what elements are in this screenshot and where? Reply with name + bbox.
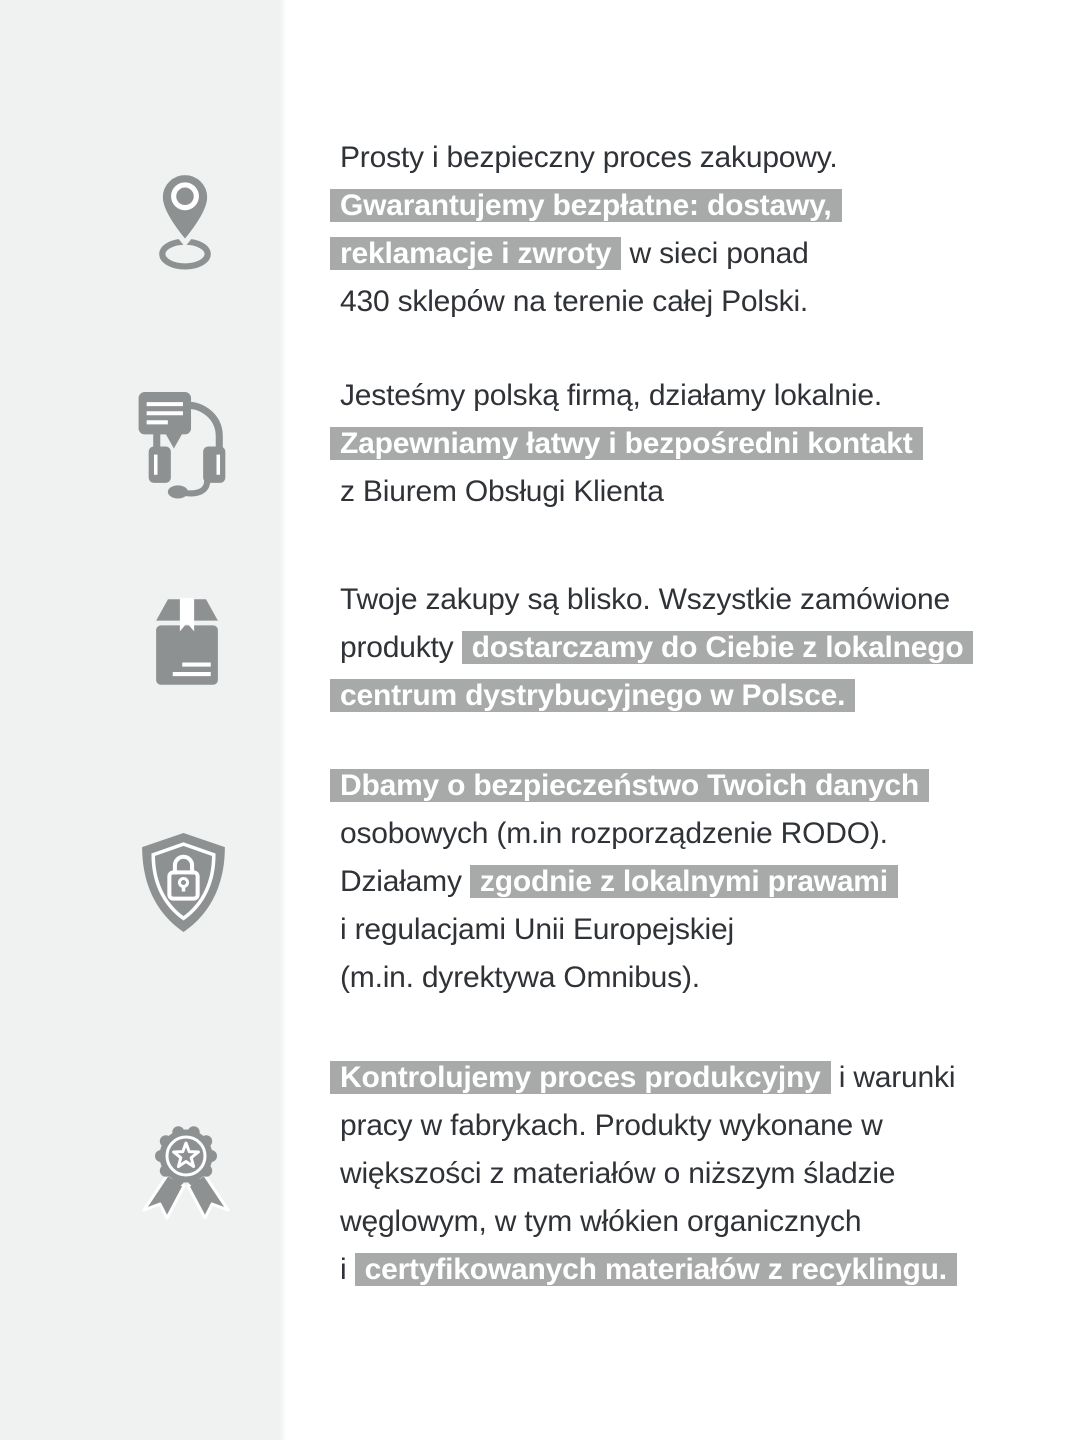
highlight-segment: Dbamy o bezpieczeństwo Twoich danych [330, 769, 929, 802]
text-line [330, 858, 929, 906]
text-line [330, 1102, 957, 1150]
location-pin-icon [152, 168, 218, 272]
text-line [330, 576, 973, 624]
shield-lock-icon [133, 830, 234, 936]
text-line [330, 182, 842, 230]
text-segment: i [340, 1253, 355, 1286]
highlight-segment: reklamacje i zwroty [330, 237, 621, 270]
text-segment: i warunki [830, 1061, 956, 1094]
text-segment: Prosty i bezpieczny proces zakupowy. [340, 141, 838, 174]
package-box-icon [149, 594, 225, 690]
benefit-block-contact [330, 372, 923, 516]
text-segment: w sieci ponad [621, 237, 809, 270]
text-line [330, 372, 923, 420]
text-line [330, 1198, 957, 1246]
highlight-segment: Gwarantujemy bezpłatne: dostawy, [330, 189, 842, 222]
sidebar-edge [280, 0, 286, 1440]
text-segment: Twoje zakupy są blisko. Wszystkie zamówione [340, 583, 950, 616]
text-line [330, 278, 842, 326]
text-line [330, 1246, 957, 1294]
benefit-block-data-safety [330, 762, 929, 1002]
highlight-segment: dostarczamy do Ciebie z lokalnego [462, 631, 974, 664]
text-line [330, 762, 929, 810]
text-line [330, 420, 923, 468]
text-segment: produkty [340, 631, 462, 664]
text-segment: pracy w fabrykach. Produkty wykonane w [340, 1109, 883, 1142]
text-line [330, 468, 923, 516]
text-segment: 430 sklepów na terenie całej Polski. [340, 285, 809, 318]
highlight-segment: certyfikowanych materiałów z recyklingu. [355, 1253, 957, 1286]
text-segment: i regulacjami Unii Europejskiej [340, 913, 734, 946]
highlight-segment: zgodnie z lokalnymi prawami [470, 865, 898, 898]
text-segment: z Biurem Obsługi Klienta [340, 475, 664, 508]
text-segment: osobowych (m.in rozporządzenie RODO). [340, 817, 888, 850]
text-line [330, 230, 842, 278]
text-segment: węglowym, w tym włókien organicznych [340, 1205, 862, 1238]
highlight-segment: Kontrolujemy proces produkcyjny [330, 1061, 831, 1094]
text-line [330, 134, 842, 182]
text-line [330, 954, 929, 1002]
text-line [330, 1054, 957, 1102]
benefit-block-production [330, 1054, 957, 1294]
text-line [330, 1150, 957, 1198]
text-line [330, 810, 929, 858]
text-line [330, 624, 973, 672]
text-segment: (m.in. dyrektywa Omnibus). [340, 961, 700, 994]
text-line [330, 906, 929, 954]
text-segment: Jesteśmy polską firmą, działamy lokalnie. [340, 379, 882, 412]
award-badge-icon [134, 1116, 238, 1230]
text-line [330, 672, 973, 720]
benefit-block-shopping [330, 134, 842, 326]
text-segment: większości z materiałów o niższym śladzie [340, 1157, 896, 1190]
benefit-block-delivery [330, 576, 973, 720]
highlight-segment: centrum dystrybucyjnego w Polsce. [330, 679, 855, 712]
text-segment: Działamy [340, 865, 470, 898]
headset-chat-icon [136, 386, 238, 504]
highlight-segment: Zapewniamy łatwy i bezpośredni kontakt [330, 427, 923, 460]
